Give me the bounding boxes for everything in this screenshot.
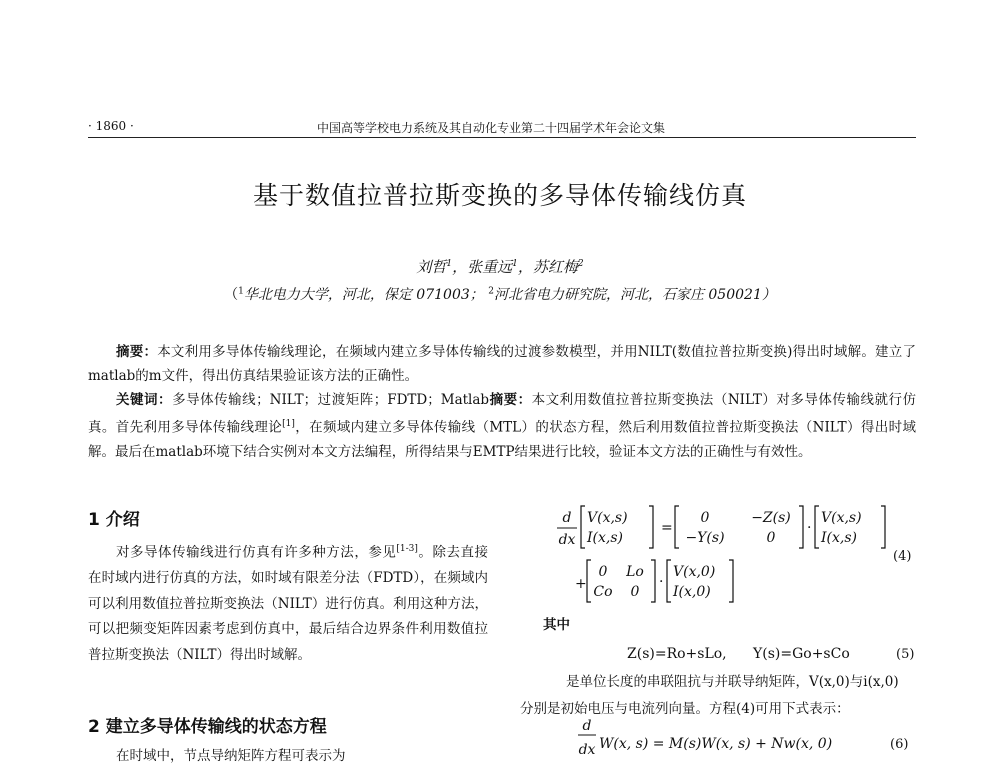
svg-text:·: · — [807, 520, 812, 536]
svg-text:·: · — [659, 574, 664, 590]
eq4-v0: V(x,0) — [673, 564, 716, 580]
section-2-heading: 2 建立多导体传输线的状态方程 — [88, 717, 327, 737]
affiliation-line — [0, 284, 1000, 304]
eq4-m22: 0 — [766, 530, 776, 546]
author-3-sup: 2 — [577, 259, 584, 269]
s1-text-b: 。除去直接在时域内进行仿真的方法，如时域有限差分法（FDTD），在频域内可以利用数值拉普拉斯变换法（NILT）进行仿真。利用这种方法，可以把频变矩阵因素考虑到仿真中，最后结合边界条件利用数值拉普拉斯变换法（NILT）得出时域解。 — [88, 544, 489, 663]
page-number: · 1860 · — [88, 119, 134, 133]
section-1-paragraph — [88, 537, 488, 668]
abstract-text-2b: ，在频域内建立多导体传输线（MTL）的状态方程，然后利用数值拉普拉斯变换法（NILT）得出时域解。最后在matlab环境下结合实例对本文方法编程，所得结果与EMTP结果进行比较，验证本文方法的正确性与有效性。 — [88, 419, 916, 460]
affil-sup-1: 1 — [238, 286, 244, 297]
svg-text:=: = — [661, 520, 673, 536]
equation-6 — [575, 716, 920, 760]
s1-text-a: 对多导体传输线进行仿真有许多种方法，参见 — [116, 544, 397, 561]
abstract-label: 摘要： — [116, 344, 158, 360]
eq4-v-2: V(x,s) — [821, 510, 862, 526]
section-2-body — [88, 744, 488, 770]
section-2-paragraph: 在时域中，节点导纳矩阵方程可表示为 — [116, 748, 346, 764]
author-2-sup: 1 — [512, 259, 518, 269]
eq6-d: d — [582, 718, 592, 734]
eq4-v: V(x,s) — [587, 510, 628, 526]
eq4-i0: I(x,0) — [673, 584, 711, 600]
eq4-plus: + — [575, 576, 587, 592]
abstract-text: 本文利用多导体传输线理论，在频域内建立多导体传输线的过渡参数模型，并用NILT(数值拉普拉斯变换)得出时域解。建立了matlab的m文件，得出仿真结果验证该方法的正确性。 — [88, 344, 917, 384]
author-line: 刘哲$^1$，张重远$^1$，苏红梅$^2$ — [416, 258, 584, 276]
eq6-number: (6) — [890, 737, 909, 752]
author-2: 张重远 — [467, 258, 513, 276]
eq4-i-2: I(x,s) — [821, 530, 857, 546]
eq4-m21: −Y(s) — [685, 530, 725, 546]
eq6-body: W(x, s) = M(s)W(x, s) + Nw(x, 0) — [599, 736, 833, 752]
abstract-paragraph — [88, 340, 916, 388]
where-label: 其中 — [543, 617, 570, 633]
header-rule — [88, 137, 916, 138]
section-1-heading: 1 介绍 — [88, 510, 140, 530]
affil-2: 河北省电力研究院，河北，石家庄 050021） — [493, 287, 776, 303]
affil-open: （ — [224, 287, 239, 303]
eq4-m12: −Z(s) — [751, 510, 791, 526]
eq6-dx: dx — [578, 742, 596, 758]
eq4-dx: dx — [558, 532, 576, 548]
eq4-number: (4) — [893, 549, 912, 564]
eq4-n12: Lo — [626, 564, 644, 580]
keywords-paragraph — [88, 388, 916, 464]
equation-4 — [545, 500, 915, 610]
author-3: 苏红梅 — [532, 258, 578, 276]
equation-5-y: Y(s)=Go+sCo — [753, 646, 850, 662]
eq4-n22: 0 — [630, 584, 640, 600]
eq5-description-2: 分别是初始电压与电流列向量。方程(4)可用下式表示： — [520, 701, 850, 717]
author-1-sup: 1 — [446, 259, 453, 269]
eq5-description-1: 是单位长度的串联阻抗与并联导纳矩阵，V(x,0)与i(x,0) — [566, 674, 899, 690]
affil-1: 华北电力大学，河北，保定 071003； — [243, 287, 484, 303]
equation-5-z: Z(s)=Ro+sLo, — [627, 646, 727, 662]
abstract-text-2a: 本文利用数值拉普拉斯变换法（NILT）对多导体传输线就行仿真。首先利用多导体传输线理论 — [88, 392, 917, 436]
keywords-label: 关键词： — [116, 392, 173, 408]
eq4-m11: 0 — [700, 510, 710, 526]
s1-ref: [1-3] — [396, 544, 418, 554]
author-1: 刘哲 — [416, 258, 447, 276]
journal-header: 中国高等学校电力系统及其自动化专业第二十四届学术年会论文集 — [317, 121, 666, 135]
abstract-label-2: 摘要： — [489, 392, 532, 408]
affil-sup-2: 2 — [488, 286, 494, 297]
eq4-n21: Co — [593, 584, 613, 600]
abstract-block — [88, 340, 916, 464]
eq4-n11: 0 — [598, 564, 608, 580]
paper-title: 基于数值拉普拉斯变换的多导体传输线仿真 — [252, 181, 747, 210]
equation-5-number: (5) — [896, 647, 915, 662]
ref-1: [1] — [282, 419, 295, 429]
eq4-d: d — [562, 510, 572, 526]
section-1-body — [88, 537, 488, 668]
eq4-i: I(x,s) — [587, 530, 623, 546]
keywords-text: 多导体传输线；NILT；过渡矩阵；FDTD；Matlab — [172, 392, 490, 408]
